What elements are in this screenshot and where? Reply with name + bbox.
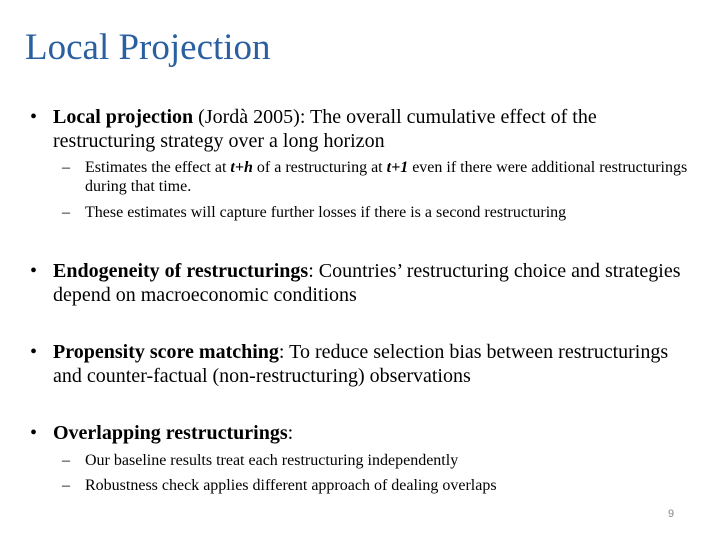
math-term: t+1 (386, 159, 409, 176)
dash-icon: – (62, 204, 70, 221)
sub-bullet (62, 158, 702, 196)
slide-title: Local Projection (25, 27, 271, 68)
bullet-text: : Countries’ restructuring choice and strategies depend on macroeconomic conditions (53, 260, 681, 306)
sub-bullet (62, 476, 702, 495)
dash-icon: – (62, 159, 70, 176)
bullet-endogeneity (30, 259, 700, 307)
bullet-icon: • (30, 341, 38, 363)
bullet-icon: • (30, 106, 38, 128)
bullet-icon: • (30, 422, 38, 444)
bullet-bold: Propensity score matching (53, 341, 279, 363)
dash-icon: – (62, 477, 70, 494)
sub-text: These estimates will capture further losses if there is a second restructuring (85, 204, 567, 221)
sub-bullet (62, 203, 702, 222)
bullet-propensity (30, 340, 700, 388)
bullet-text: : To reduce selection bias between restructurings and counter-factual (non-restructuring) observations (53, 341, 669, 387)
bullet-text: (Jordà 2005): The overall cumulative effect of the restructuring strategy over a long horizon (53, 106, 597, 152)
bullet-local-projection (30, 105, 700, 153)
page-number: 9 (668, 508, 675, 520)
sub-text: Estimates the effect at (85, 159, 231, 176)
bullet-bold: Local projection (53, 106, 194, 128)
bullet-overlapping (30, 421, 700, 445)
sub-text: Our baseline results treat each restructuring independently (85, 452, 459, 469)
dash-icon: – (62, 452, 70, 469)
bullet-icon: • (30, 260, 38, 282)
math-term: t+h (230, 159, 253, 176)
bullet-bold: Endogeneity of restructurings (53, 260, 309, 282)
sub-text: of a restructuring at (252, 159, 387, 176)
bullet-text: : (287, 422, 294, 444)
bullet-bold: Overlapping restructurings (53, 422, 288, 444)
sub-text: Robustness check applies different approach of dealing overlaps (85, 477, 497, 494)
sub-bullet (62, 451, 702, 470)
sub-text: even if there were additional restructurings during that time. (85, 159, 688, 195)
